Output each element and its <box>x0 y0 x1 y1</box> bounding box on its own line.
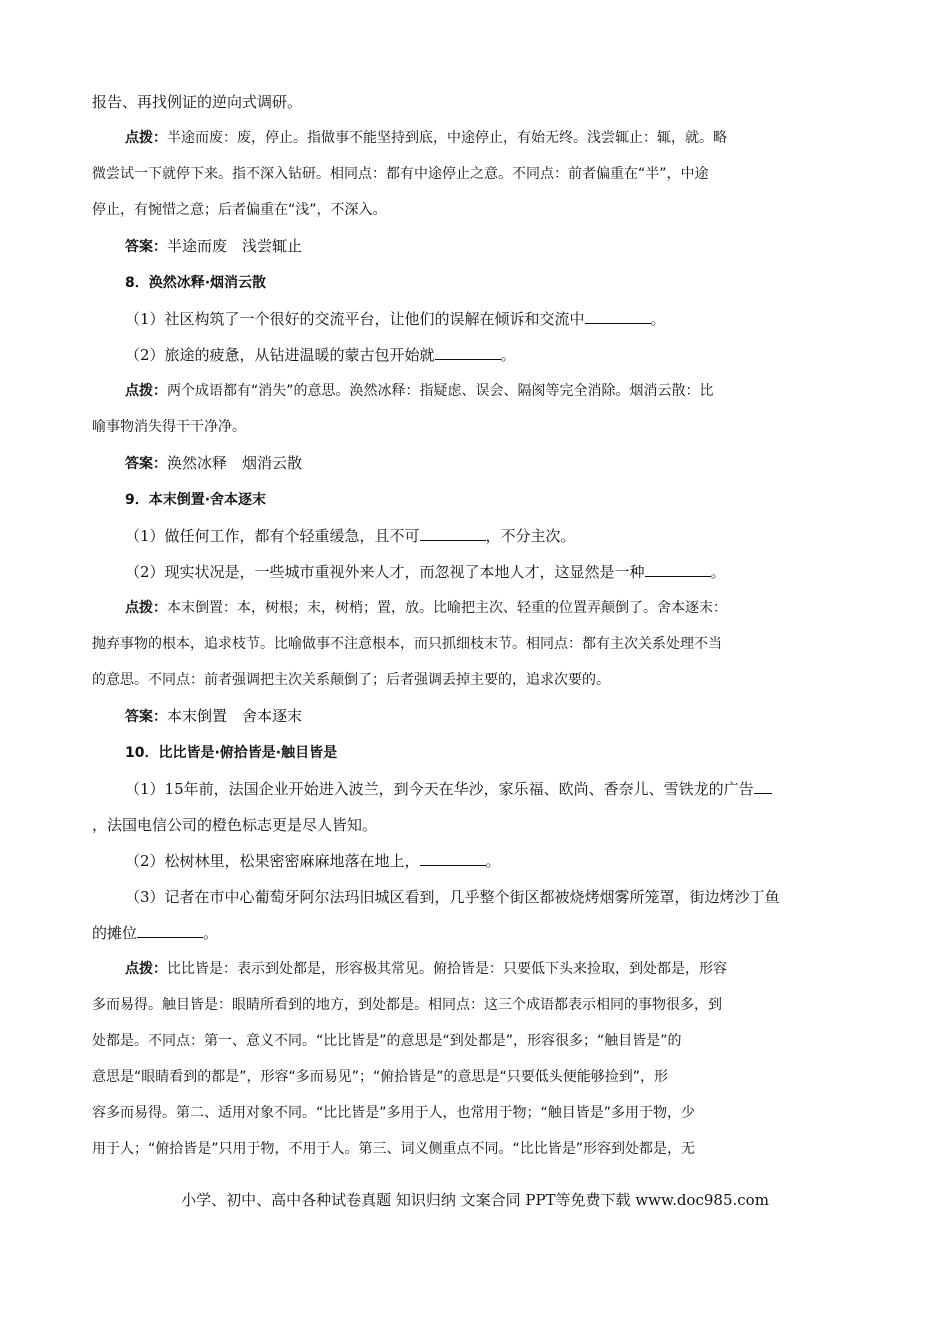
question-line <box>92 518 860 554</box>
answer-text: 涣然冰释 烟消云散 <box>167 454 303 472</box>
question-text: （2）旅途的疲惫，从钻进温暖的蒙古包开始就 <box>125 346 435 364</box>
answer-text: 本末倒置 舍本逐末 <box>167 707 303 725</box>
question-line <box>92 554 860 590</box>
answer-blank <box>754 779 772 794</box>
hint-text-line: 容多而易得。第二、适用对象不同。“比比皆是”多用于人，也常用于物；“触目皆是”多用于物，少 <box>92 1105 696 1121</box>
answer-blank <box>420 851 486 866</box>
document-body <box>92 84 860 1167</box>
question-text: （2）松树林里，松果密密麻麻地落在地上， <box>125 852 420 870</box>
answer-line <box>92 228 860 265</box>
answer-blank <box>420 526 486 541</box>
hint-text-line: 用于人；“俯拾皆是”只用于物，不用于人。第三、词义侧重点不同。“比比皆是”形容到处都是，无 <box>92 1141 696 1157</box>
hint-paragraph <box>92 373 860 409</box>
question-end: 。 <box>650 310 666 328</box>
question-end: 。 <box>203 924 219 942</box>
hint-text-line: 的意思。不同点：前者强调把主次关系颠倒了；后者强调丢掉主要的，追求次要的。 <box>92 672 610 688</box>
answer-blank <box>585 309 651 324</box>
hint-label: 点拨： <box>125 600 167 616</box>
question-end: ，不分主次。 <box>485 527 576 545</box>
answer-text: 半途而废 浅尝辄止 <box>167 237 303 255</box>
answer-blank <box>435 345 501 360</box>
question-line <box>92 915 860 951</box>
answer-label: 答案： <box>125 709 167 725</box>
hint-text-line: 多而易得。触目皆是：眼睛所看到的地方，到处都是。相同点：这三个成语都表示相同的事物很多，到 <box>92 997 722 1013</box>
question-text: （1）15年前，法国企业开始进入波兰，到今天在华沙，家乐福、欧尚、香奈儿、雪铁龙的广告 <box>125 780 754 798</box>
item-heading: 10．比比皆是·俯拾皆是·触目皆是 <box>125 745 338 761</box>
hint-text-line: 停止，有惋惜之意；后者偏重在“浅”，不深入。 <box>92 202 387 218</box>
hint-text-line: 喻事物消失得干干净净。 <box>92 419 246 435</box>
hint-paragraph <box>92 590 860 626</box>
hint-text: 本末倒置：本，树根；末，树梢；置，放。比喻把主次、轻重的位置弄颠倒了。舍本逐末： <box>167 600 727 616</box>
hint-text-line: 意思是“眼睛看到的都是”，形容“多而易见”；“俯拾皆是”的意思是“只要低头便能够捡到”，形 <box>92 1069 669 1085</box>
hint-text: 比比皆是：表示到处都是，形容极其常见。俯拾皆是：只要低下头来捡取，到处都是，形容 <box>167 961 727 977</box>
item-heading: 9．本末倒置·舍本逐末 <box>125 492 267 508</box>
question-text: （2）现实状况是，一些城市重视外来人才，而忽视了本地人才，这显然是一种 <box>125 563 645 581</box>
question-line <box>92 771 860 807</box>
text-line: 报告、再找例证的逆向式调研。 <box>92 93 303 111</box>
answer-label: 答案： <box>125 456 167 472</box>
question-line: （3）记者在市中心葡萄牙阿尔法玛旧城区看到，几乎整个街区都被烧烤烟雾所笼罩，街边烤沙丁鱼 <box>125 888 780 906</box>
hint-label: 点拨： <box>125 383 167 399</box>
item-heading: 8．涣然冰释·烟消云散 <box>125 275 267 291</box>
hint-text-line: 微尝试一下就停下来。指不深入钻研。相同点：都有中途停止之意。不同点：前者偏重在“半”，中途 <box>92 166 709 182</box>
question-end: 。 <box>500 346 516 364</box>
hint-label: 点拨： <box>125 961 167 977</box>
question-end: 。 <box>485 852 501 870</box>
hint-paragraph <box>92 120 860 156</box>
answer-label: 答案： <box>125 239 167 255</box>
question-line <box>92 843 860 879</box>
answer-line <box>92 698 860 735</box>
question-end: 。 <box>710 563 726 581</box>
question-line <box>92 337 860 373</box>
hint-text-line: 抛弃事物的根本，追求枝节。比喻做事不注意根本，而只抓细枝末节。相同点：都有主次关系处理不当 <box>92 636 722 652</box>
question-text: （1）做任何工作，都有个轻重缓急，且不可 <box>125 527 420 545</box>
question-line <box>92 301 860 337</box>
question-text: 的摊位 <box>92 924 138 942</box>
answer-blank <box>137 923 203 938</box>
answer-blank <box>645 562 711 577</box>
hint-label: 点拨： <box>125 130 167 146</box>
hint-text: 半途而废：废，停止。指做事不能坚持到底，中途停止，有始无终。浅尝辄止：辄，就。略 <box>167 130 727 146</box>
answer-line <box>92 445 860 482</box>
question-text: （1）社区构筑了一个很好的交流平台，让他们的误解在倾诉和交流中 <box>125 310 585 328</box>
hint-text-line: 处都是。不同点：第一、意义不同。“比比皆是”的意思是“到处都是”，形容很多；“触目皆是”的 <box>92 1033 682 1049</box>
hint-text: 两个成语都有“消失”的意思。涣然冰释：指疑虑、误会、隔阂等完全消除。烟消云散：比 <box>167 383 714 399</box>
question-line: ，法国电信公司的橙色标志更是尽人皆知。 <box>92 816 378 834</box>
page-footer: 小学、初中、高中各种试卷真题 知识归纳 文案合同 PPT等免费下载 www.doc985.com <box>181 1191 769 1209</box>
hint-paragraph <box>92 951 860 987</box>
